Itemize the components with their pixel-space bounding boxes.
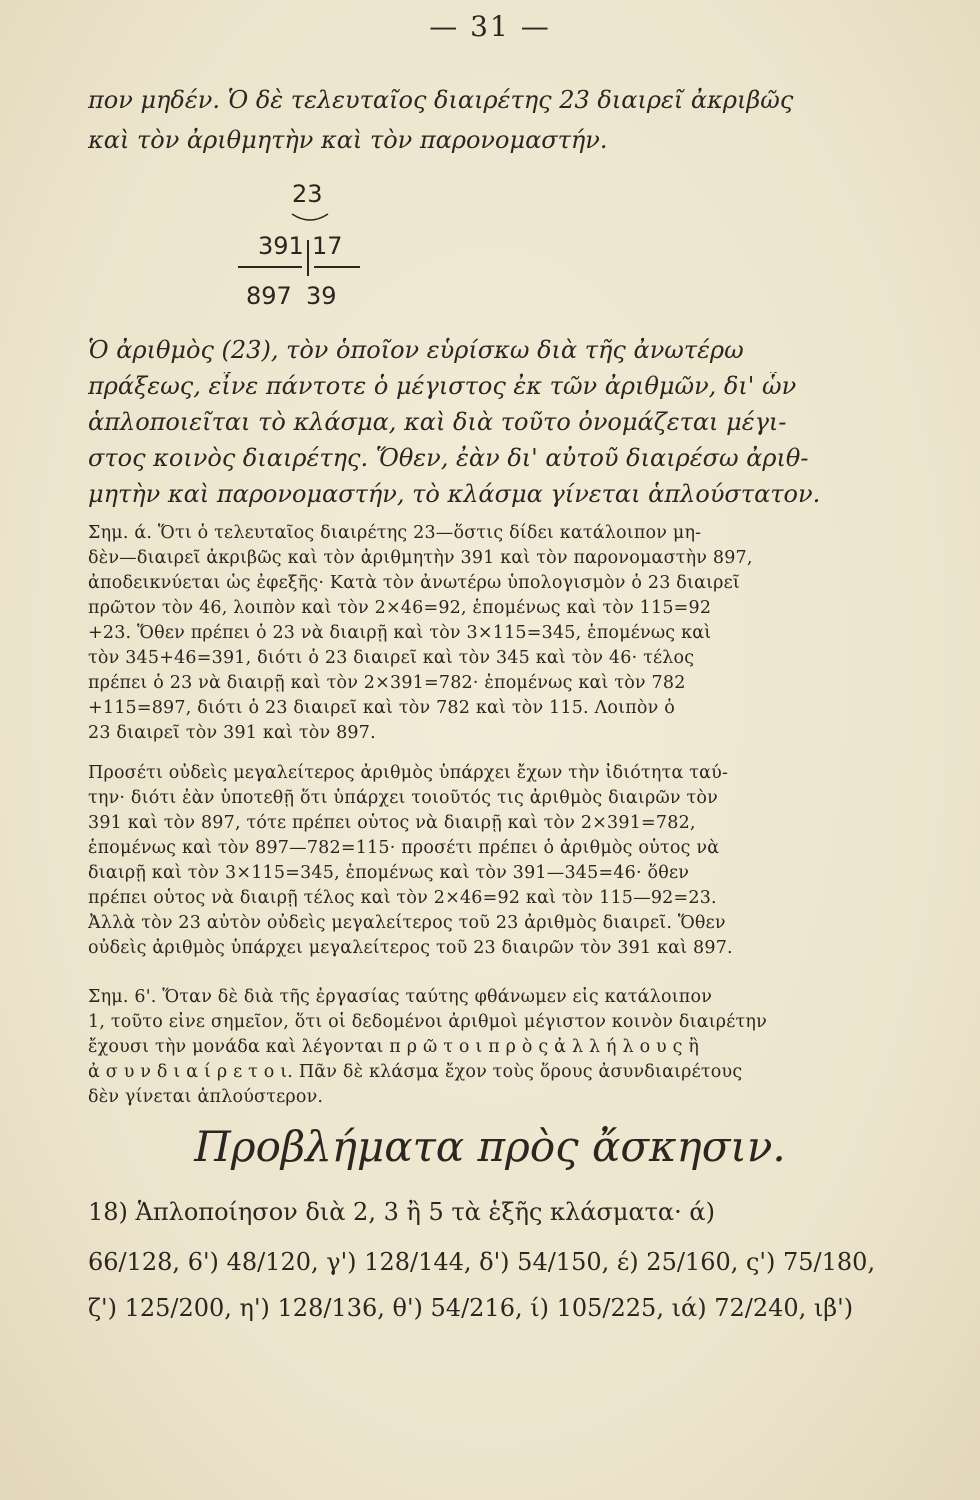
text-line: μητὴν καὶ παρονομαστήν, τὸ κλάσμα γίνεται ἁπλούστατον. — [88, 480, 821, 508]
division-rule — [307, 240, 309, 276]
division-dividend: 391 — [258, 232, 304, 260]
problem-line: 66/128, 6') 48/120, γ') 128/144, δ') 54/150, έ) 25/160, ς') 75/180, — [88, 1248, 876, 1276]
note-line: πρέπει οὗτος νὰ διαιρῇ τέλος καὶ τὸν 2×46=92 καὶ τὸν 115—92=23. — [88, 888, 717, 908]
division-top: 23 — [292, 180, 323, 208]
note-line: Ἀλλὰ τὸν 23 αὐτὸν οὐδεὶς μεγαλείτερος τοῦ 23 ἀριθμὸς διαιρεῖ. Ὅθεν — [88, 913, 726, 933]
text-line: πράξεως, εἶνε πάντοτε ὁ μέγιστος ἐκ τῶν ἀριθμῶν, δι' ὧν — [88, 372, 797, 400]
division-result-left: 897 — [246, 282, 292, 310]
note-line: ἀποδεικνύεται ὡς ἐφεξῆς· Κατὰ τὸν ἀνωτέρω ὑπολογισμὸν ὁ 23 διαιρεῖ — [88, 573, 740, 593]
note-line: δὲν—διαιρεῖ ἀκριβῶς καὶ τὸν ἀριθμητὴν 391 καὶ τὸν παρονομαστὴν 897, — [88, 548, 753, 568]
note-line: +23. Ὅθεν πρέπει ὁ 23 νὰ διαιρῇ καὶ τὸν 3×115=345, ἑπομένως καὶ — [88, 623, 712, 643]
section-heading: Προβλήματα πρὸς ἄσκησιν. — [194, 1122, 786, 1171]
note-line: τὸν 345+46=391, διότι ὁ 23 διαιρεῖ καὶ τὸν 345 καὶ τὸν 46· τέλος — [88, 648, 695, 668]
note-line: την· διότι ἐὰν ὑποτεθῇ ὅτι ὑπάρχει τοιοῦτός τις ἀριθμὸς διαιρῶν τὸν — [88, 788, 718, 808]
text-line: στος κοινὸς διαιρέτης. Ὅθεν, ἐὰν δι' αὐτοῦ διαιρέσω ἀριθ- — [88, 444, 809, 472]
problem-line: ζ') 125/200, η') 128/136, θ') 54/216, ί) 105/225, ιά) 72/240, ιβ') — [88, 1294, 854, 1322]
note-line: 23 διαιρεῖ τὸν 391 καὶ τὸν 897. — [88, 723, 376, 743]
division-rule — [314, 266, 360, 268]
note-line: δὲν γίνεται ἁπλούστερον. — [88, 1087, 324, 1107]
division-result-right: 39 — [306, 282, 337, 310]
text-line: Ὁ ἀριθμὸς (23), τὸν ὁποῖον εὑρίσκω διὰ τῆς ἀνωτέρω — [88, 336, 744, 364]
note-line: πρῶτον τὸν 46, λοιπὸν καὶ τὸν 2×46=92, ἑπομένως καὶ τὸν 115=92 — [88, 598, 712, 618]
text-line: καὶ τὸν ἀριθμητὴν καὶ τὸν παρονομαστήν. — [88, 126, 608, 154]
note-line: Προσέτι οὐδεὶς μεγαλείτερος ἀριθμὸς ὑπάρχει ἔχων τὴν ἰδιότητα ταύ- — [88, 763, 729, 783]
note-line: πρέπει ὁ 23 νὰ διαιρῇ καὶ τὸν 2×391=782· ἑπομένως καὶ τὸν 782 — [88, 673, 686, 693]
division-arc — [290, 212, 330, 226]
division-rule — [238, 266, 302, 268]
note-line: 1, τοῦτο εἶνε σημεῖον, ὅτι οἱ δεδομένοι ἀριθμοὶ μέγιστον κοινὸν διαιρέτην — [88, 1012, 767, 1032]
note-line: Σημ. ά. Ὅτι ὁ τελευταῖος διαιρέτης 23—ὅστις δίδει κατάλοιπον μη- — [88, 523, 702, 543]
page-number: — 31 — — [429, 10, 551, 43]
note-line: ἔχουσι τὴν μονάδα καὶ λέγονται π ρ ῶ τ ο ι π ρ ὸ ς ἀ λ λ ή λ ο υ ς ἢ — [88, 1037, 700, 1057]
note-line: 391 καὶ τὸν 897, τότε πρέπει οὗτος νὰ διαιρῇ καὶ τὸν 2×391=782, — [88, 813, 696, 833]
note-line: διαιρῇ καὶ τὸν 3×115=345, ἑπομένως καὶ τὸν 391—345=46· ὅθεν — [88, 863, 690, 883]
note-line: Σημ. 6'. Ὅταν δὲ διὰ τῆς ἐργασίας ταύτης φθάνωμεν εἰς κατάλοιπον — [88, 987, 713, 1007]
note-line: ἑπομένως καὶ τὸν 897—782=115· προσέτι πρέπει ὁ ἀριθμὸς οὗτος νὰ — [88, 838, 720, 858]
problem-line: 18) Ἁπλοποίησον διὰ 2, 3 ἢ 5 τὰ ἑξῆς κλάσματα· ά) — [88, 1198, 715, 1226]
text-line: πον μηδέν. Ὁ δὲ τελευταῖος διαιρέτης 23 διαιρεῖ ἀκριβῶς — [88, 86, 794, 114]
note-line: +115=897, διότι ὁ 23 διαιρεῖ καὶ τὸν 782 καὶ τὸν 115. Λοιπὸν ὁ — [88, 698, 675, 718]
division-divisor: 17 — [312, 232, 343, 260]
text-line: ἁπλοποιεῖται τὸ κλάσμα, καὶ διὰ τοῦτο ὀνομάζεται μέγι- — [88, 408, 787, 436]
note-line: ἀ σ υ ν δ ι α ί ρ ε τ ο ι. Πᾶν δὲ κλάσμα ἔχον τοὺς ὅρους ἀσυνδιαιρέτους — [88, 1062, 743, 1082]
note-line: οὐδεὶς ἀριθμὸς ὑπάρχει μεγαλείτερος τοῦ 23 διαιρῶν τὸν 391 καὶ 897. — [88, 938, 733, 958]
